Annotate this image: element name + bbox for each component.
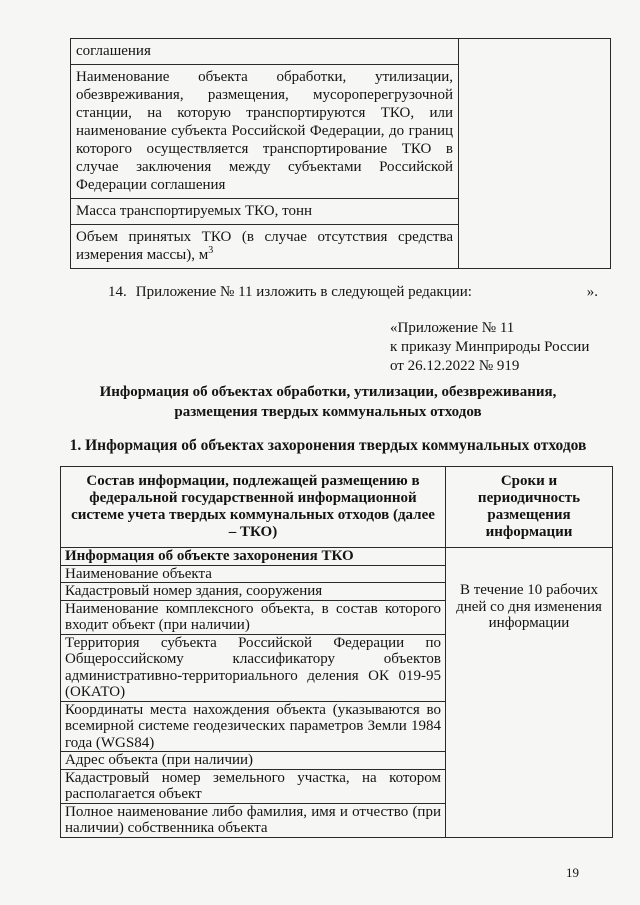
deadline-cell: В течение 10 рабочих дней со дня изменения информации bbox=[446, 548, 613, 838]
header-composition: Состав информации, подлежащей размещению в федеральной государственной информационной системе учета твердых коммунальных отходов (далее – ТКО) bbox=[61, 467, 446, 548]
info-cell: Кадастровый номер здания, сооружения bbox=[61, 583, 446, 601]
table-row bbox=[61, 548, 613, 566]
amendment-item-text bbox=[108, 283, 472, 301]
info-cell: Координаты места нахождения объекта (указываются во всемирной системе геодезических параметров Земли 1984 года (WGS84) bbox=[61, 701, 446, 752]
table-header bbox=[61, 467, 613, 548]
closing-quote: ». bbox=[586, 284, 598, 300]
item-text: Приложение № 11 изложить в следующей редакции: bbox=[135, 284, 472, 300]
info-cell: Наименование объекта bbox=[61, 565, 446, 583]
info-cell: Полное наименование либо фамилия, имя и отчество (при наличии) собственника объекта bbox=[61, 803, 446, 837]
group-heading-cell: Информация об объекте захоронения ТКО bbox=[61, 548, 446, 566]
info-cell: Наименование комплексного объекта, в состав которого входит объект (при наличии) bbox=[61, 600, 446, 634]
annex-line: «Приложение № 11 bbox=[390, 320, 515, 336]
empty-terms-cell bbox=[459, 39, 611, 269]
document-title: Информация об объектах обработки, утилизации, обезвреживания, размещения твердых коммунальных отходов bbox=[99, 384, 557, 420]
amendment-item-14 bbox=[0, 283, 640, 301]
info-cell: Масса транспортируемых ТКО, тонн bbox=[71, 199, 459, 225]
info-cell: Наименование объекта обработки, утилизации, обезвреживания, размещения, мусороперегрузочной станции, на которую транспортируются ТКО, или наименование субъекта Российской Федерации, до границ которого осуществляется транспортирование ТКО в случае заключения между субъектами Российской Федерации соглашения bbox=[71, 65, 459, 199]
landfill-info-table bbox=[60, 466, 613, 838]
section-heading: 1. Информация об объектах захоронения твердых коммунальных отходов bbox=[69, 437, 587, 454]
previous-table-body bbox=[71, 39, 611, 269]
item-number: 14. bbox=[108, 284, 127, 300]
header-row bbox=[61, 467, 613, 548]
info-cell: Территория субъекта Российской Федерации по Общероссийскому классификатору объектов административно-территориального деления ОК 019-95 (ОКАТО) bbox=[61, 634, 446, 701]
annex-header bbox=[390, 319, 640, 376]
info-cell: Кадастровый номер земельного участка, на котором располагается объект bbox=[61, 769, 446, 803]
info-cell bbox=[71, 225, 459, 269]
page-number: 19 bbox=[566, 865, 579, 880]
header-terms: Сроки и периодичность размещения информации bbox=[446, 467, 613, 548]
info-cell: соглашения bbox=[71, 39, 459, 65]
unit-superscript: 3 bbox=[208, 245, 214, 256]
table-body bbox=[61, 548, 613, 838]
info-cell: Адрес объекта (при наличии) bbox=[61, 752, 446, 770]
table-row bbox=[71, 39, 611, 65]
info-cell-text: Объем принятых ТКО (в случае отсутствия средства измерения массы), м bbox=[76, 229, 453, 263]
annex-line: к приказу Минприроды России bbox=[390, 339, 590, 355]
previous-table-continuation bbox=[70, 38, 611, 269]
annex-line: от 26.12.2022 № 919 bbox=[390, 358, 520, 374]
